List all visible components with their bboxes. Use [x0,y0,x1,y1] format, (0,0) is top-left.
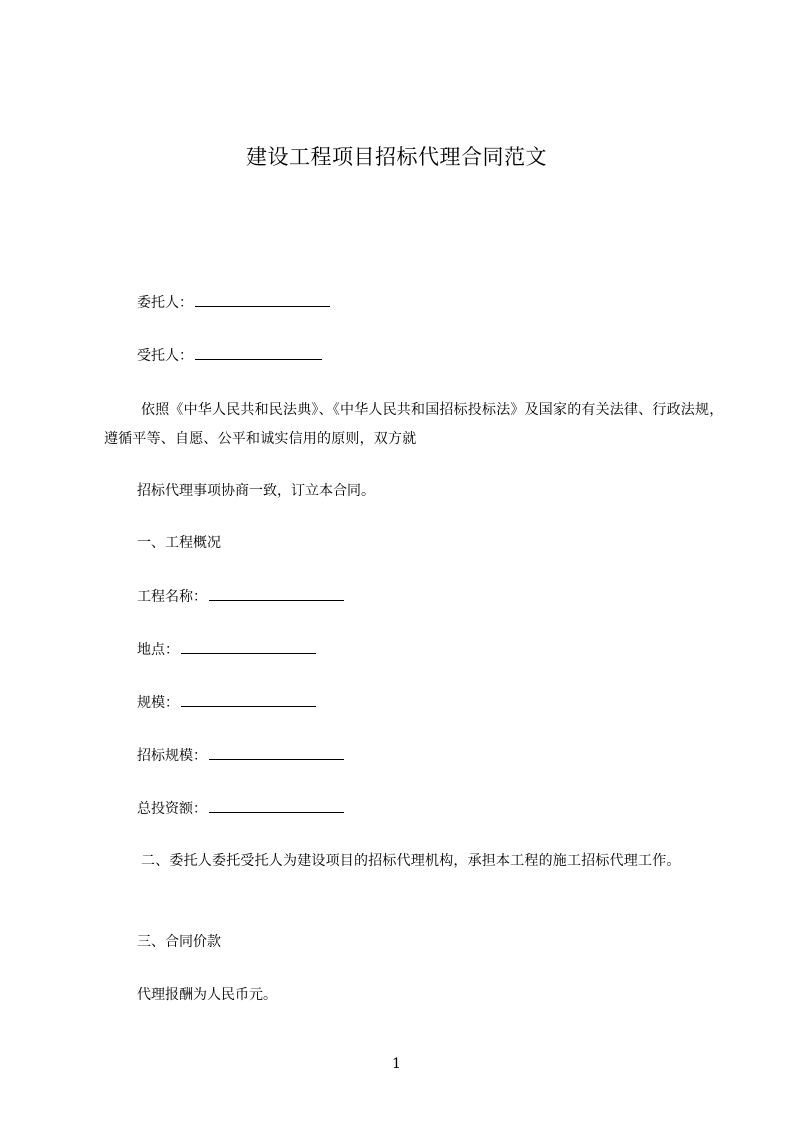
bid-scale-blank-line[interactable] [209,745,344,760]
project-name-field [137,586,344,607]
client-blank-line[interactable] [195,292,330,307]
investment-blank-line[interactable] [209,798,344,813]
client-label: 委托人： [137,295,193,311]
location-blank-line[interactable] [181,639,316,654]
scale-label: 规模： [137,695,179,711]
agent-label: 受托人： [137,348,193,364]
agent-blank-line[interactable] [195,345,322,360]
agent-field [137,345,322,366]
scale-field [137,692,316,713]
location-field [137,639,316,660]
project-name-blank-line[interactable] [209,586,344,601]
document-title: 建设工程项目招标代理合同范文 [246,145,547,169]
investment-field [137,798,344,819]
section3-heading: 三、合同价款 [137,934,221,950]
investment-label: 总投资额： [137,801,207,817]
scale-blank-line[interactable] [181,692,316,707]
location-label: 地点： [137,642,179,658]
intro-continuation: 招标代理事项协商一致，订立本合同。 [137,483,375,499]
fee-text: 代理报酬为人民币元。 [137,987,277,1003]
section2-paragraph: 二、委托人委托受托人为建设项目的招标代理机构，承担本工程的施工招标代理工作。 [141,853,681,869]
intro-paragraph: 依照《中华人民共和民法典》、《中华人民共和国招标投标法》及国家的有关法律、行政法规，遵循平等、自愿、公平和诚实信用的原则，双方就 [104,402,724,447]
project-name-label: 工程名称： [137,589,207,605]
page-number: 1 [392,1056,401,1072]
client-field [137,292,330,313]
bid-scale-label: 招标规模： [137,748,207,764]
section1-heading: 一、工程概况 [137,535,221,551]
bid-scale-field [137,745,344,766]
